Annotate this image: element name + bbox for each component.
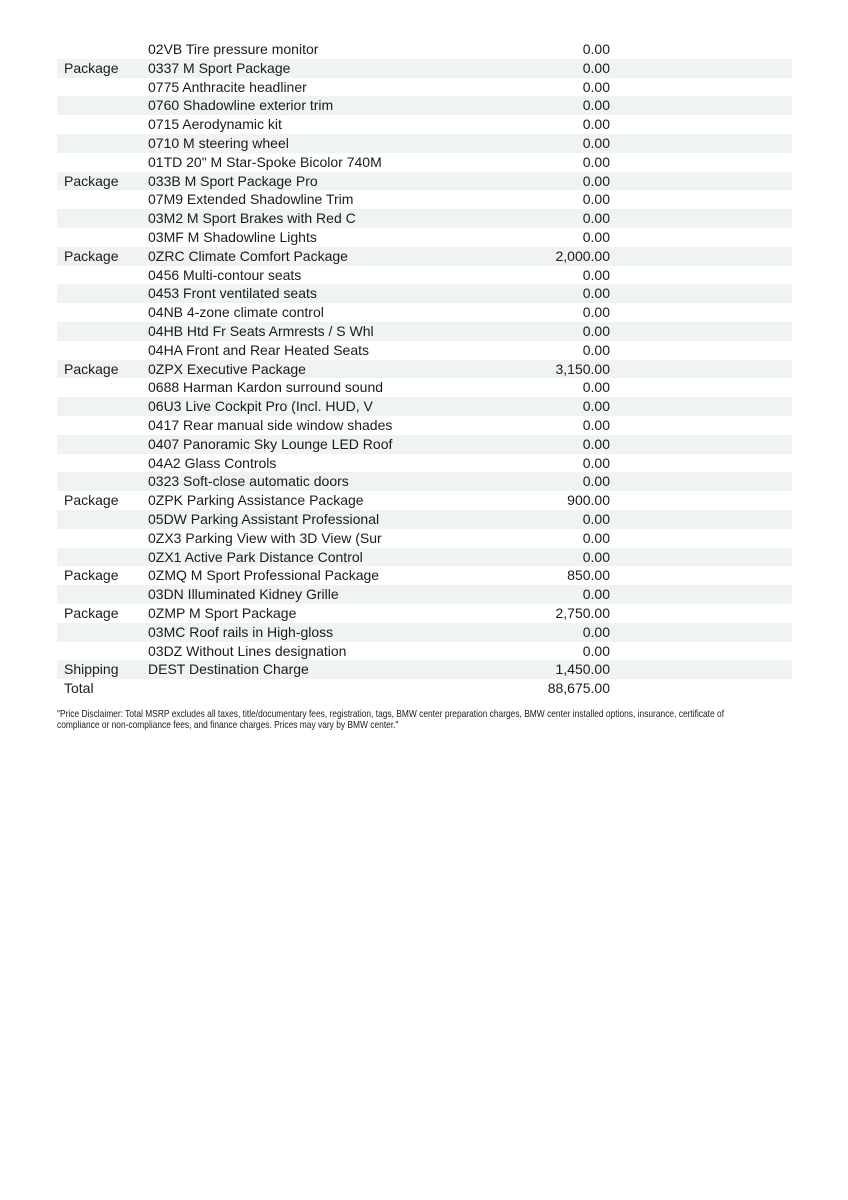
row-description: 0ZRC Climate Comfort Package	[148, 247, 348, 264]
row-category: Package	[64, 172, 119, 189]
row-price: 0.00	[582, 341, 610, 358]
table-row	[57, 341, 792, 360]
row-price: 0.00	[582, 59, 610, 76]
row-category: Package	[64, 604, 119, 621]
row-category: Package	[64, 492, 119, 509]
table-row	[57, 266, 792, 285]
row-description: 0ZPX Executive Package	[148, 360, 306, 377]
table-row	[57, 416, 792, 435]
row-description: 04HA Front and Rear Heated Seats	[148, 341, 370, 358]
row-description: 01TD 20" M Star-Spoke Bicolor 740M	[148, 153, 382, 170]
row-description: 0715 Aerodynamic kit	[148, 116, 282, 133]
row-price: 0.00	[582, 435, 610, 452]
row-description: 0ZX3 Parking View with 3D View (Sur	[148, 529, 382, 546]
row-description: 0337 M Sport Package	[148, 59, 291, 76]
disclaimer-line-2: compliance or non-compliance fees, and finance charges. Prices may vary by BMW center."	[57, 719, 399, 731]
row-description: 03DN Illuminated Kidney Grille	[148, 586, 339, 603]
table-row	[57, 96, 792, 115]
row-description: 0ZMP M Sport Package	[148, 604, 297, 621]
table-row	[57, 548, 792, 567]
row-price: 88,675.00	[547, 680, 610, 697]
row-description: 0ZMQ M Sport Professional Package	[148, 567, 380, 584]
row-price: 0.00	[582, 510, 610, 527]
table-row	[57, 623, 792, 642]
disclaimer-line-1: "Price Disclaimer: Total MSRP excludes all taxes, title/documentary fees, registration, tags, BMW center preparation charges, BMW center installed options, insurance, certificate of	[57, 708, 725, 720]
table-row	[57, 59, 792, 78]
row-description: 06U3 Live Cockpit Pro (Incl. HUD, V	[148, 398, 373, 415]
row-price: 0.00	[582, 642, 610, 659]
row-price: 0.00	[582, 322, 610, 339]
table-row	[57, 397, 792, 416]
table-row	[57, 228, 792, 247]
row-description: 07M9 Extended Shadowline Trim	[148, 191, 354, 208]
row-price: 900.00	[567, 492, 610, 509]
row-price: 0.00	[582, 134, 610, 151]
row-price: 0.00	[582, 266, 610, 283]
row-category: Package	[64, 247, 119, 264]
table-row	[57, 472, 792, 491]
row-price: 0.00	[582, 379, 610, 396]
table-row	[57, 78, 792, 97]
row-price: 0.00	[582, 228, 610, 245]
row-price: 0.00	[582, 153, 610, 170]
table-row	[57, 454, 792, 473]
row-price: 0.00	[582, 416, 610, 433]
table-row	[57, 491, 792, 510]
table-row	[57, 322, 792, 341]
row-description: 04A2 Glass Controls	[148, 454, 277, 471]
table-row	[57, 378, 792, 397]
row-category: Package	[64, 360, 119, 377]
table-row	[57, 172, 792, 191]
row-description: 033B M Sport Package Pro	[148, 172, 318, 189]
row-price: 0.00	[582, 97, 610, 114]
table-row	[57, 153, 792, 172]
row-price: 0.00	[582, 304, 610, 321]
row-description: 0688 Harman Kardon surround sound	[148, 379, 384, 396]
table-row	[57, 679, 792, 698]
table-row	[57, 529, 792, 548]
table-row	[57, 40, 792, 59]
row-price: 3,150.00	[555, 360, 610, 377]
row-description: 05DW Parking Assistant Professional	[148, 510, 380, 527]
row-description: 0407 Panoramic Sky Lounge LED Roof	[148, 435, 393, 452]
row-price: 0.00	[582, 548, 610, 565]
row-price: 0.00	[582, 78, 610, 95]
row-description: 03MF M Shadowline Lights	[148, 228, 317, 245]
table-row	[57, 303, 792, 322]
row-description: 03DZ Without Lines designation	[148, 642, 347, 659]
row-description: 03MC Roof rails in High-gloss	[148, 623, 334, 640]
table-row	[57, 642, 792, 661]
options-table	[57, 40, 792, 698]
row-price: 0.00	[582, 586, 610, 603]
row-price: 0.00	[582, 172, 610, 189]
row-category: Package	[64, 567, 119, 584]
row-category: Total	[64, 680, 94, 697]
row-price: 0.00	[582, 473, 610, 490]
row-description: 0760 Shadowline exterior trim	[148, 97, 334, 114]
row-description: 04HB Htd Fr Seats Armrests / S Whl	[148, 322, 374, 339]
table-row	[57, 190, 792, 209]
row-category: Shipping	[64, 661, 119, 678]
row-price: 0.00	[582, 285, 610, 302]
table-row	[57, 134, 792, 153]
table-row	[57, 360, 792, 379]
row-price: 0.00	[582, 529, 610, 546]
row-price: 0.00	[582, 116, 610, 133]
table-row	[57, 566, 792, 585]
row-price: 850.00	[567, 567, 610, 584]
row-price: 2,750.00	[555, 604, 610, 621]
price-disclaimer	[57, 709, 724, 731]
row-category: Package	[64, 59, 119, 76]
row-price: 0.00	[582, 454, 610, 471]
row-price: 1,450.00	[555, 661, 610, 678]
row-description: 0710 M steering wheel	[148, 134, 289, 151]
row-price: 2,000.00	[555, 247, 610, 264]
row-description: 0323 Soft-close automatic doors	[148, 473, 349, 490]
row-description: DEST Destination Charge	[148, 661, 309, 678]
table-row	[57, 247, 792, 266]
table-row	[57, 604, 792, 623]
row-price: 0.00	[582, 398, 610, 415]
row-description: 0453 Front ventilated seats	[148, 285, 317, 302]
table-row	[57, 435, 792, 454]
table-row	[57, 115, 792, 134]
row-price: 0.00	[582, 623, 610, 640]
row-description: 0ZPK Parking Assistance Package	[148, 492, 364, 509]
row-description: 03M2 M Sport Brakes with Red C	[148, 210, 356, 227]
row-description: 04NB 4-zone climate control	[148, 304, 324, 321]
table-row	[57, 660, 792, 679]
row-description: 02VB Tire pressure monitor	[148, 41, 319, 57]
row-price: 0.00	[582, 41, 610, 57]
table-row	[57, 585, 792, 604]
row-description: 0ZX1 Active Park Distance Control	[148, 548, 363, 565]
table-row	[57, 209, 792, 228]
row-description: 0775 Anthracite headliner	[148, 78, 307, 95]
table-row	[57, 284, 792, 303]
row-price: 0.00	[582, 191, 610, 208]
row-description: 0456 Multi-contour seats	[148, 266, 302, 283]
row-price: 0.00	[582, 210, 610, 227]
table-row	[57, 510, 792, 529]
row-description: 0417 Rear manual side window shades	[148, 416, 393, 433]
